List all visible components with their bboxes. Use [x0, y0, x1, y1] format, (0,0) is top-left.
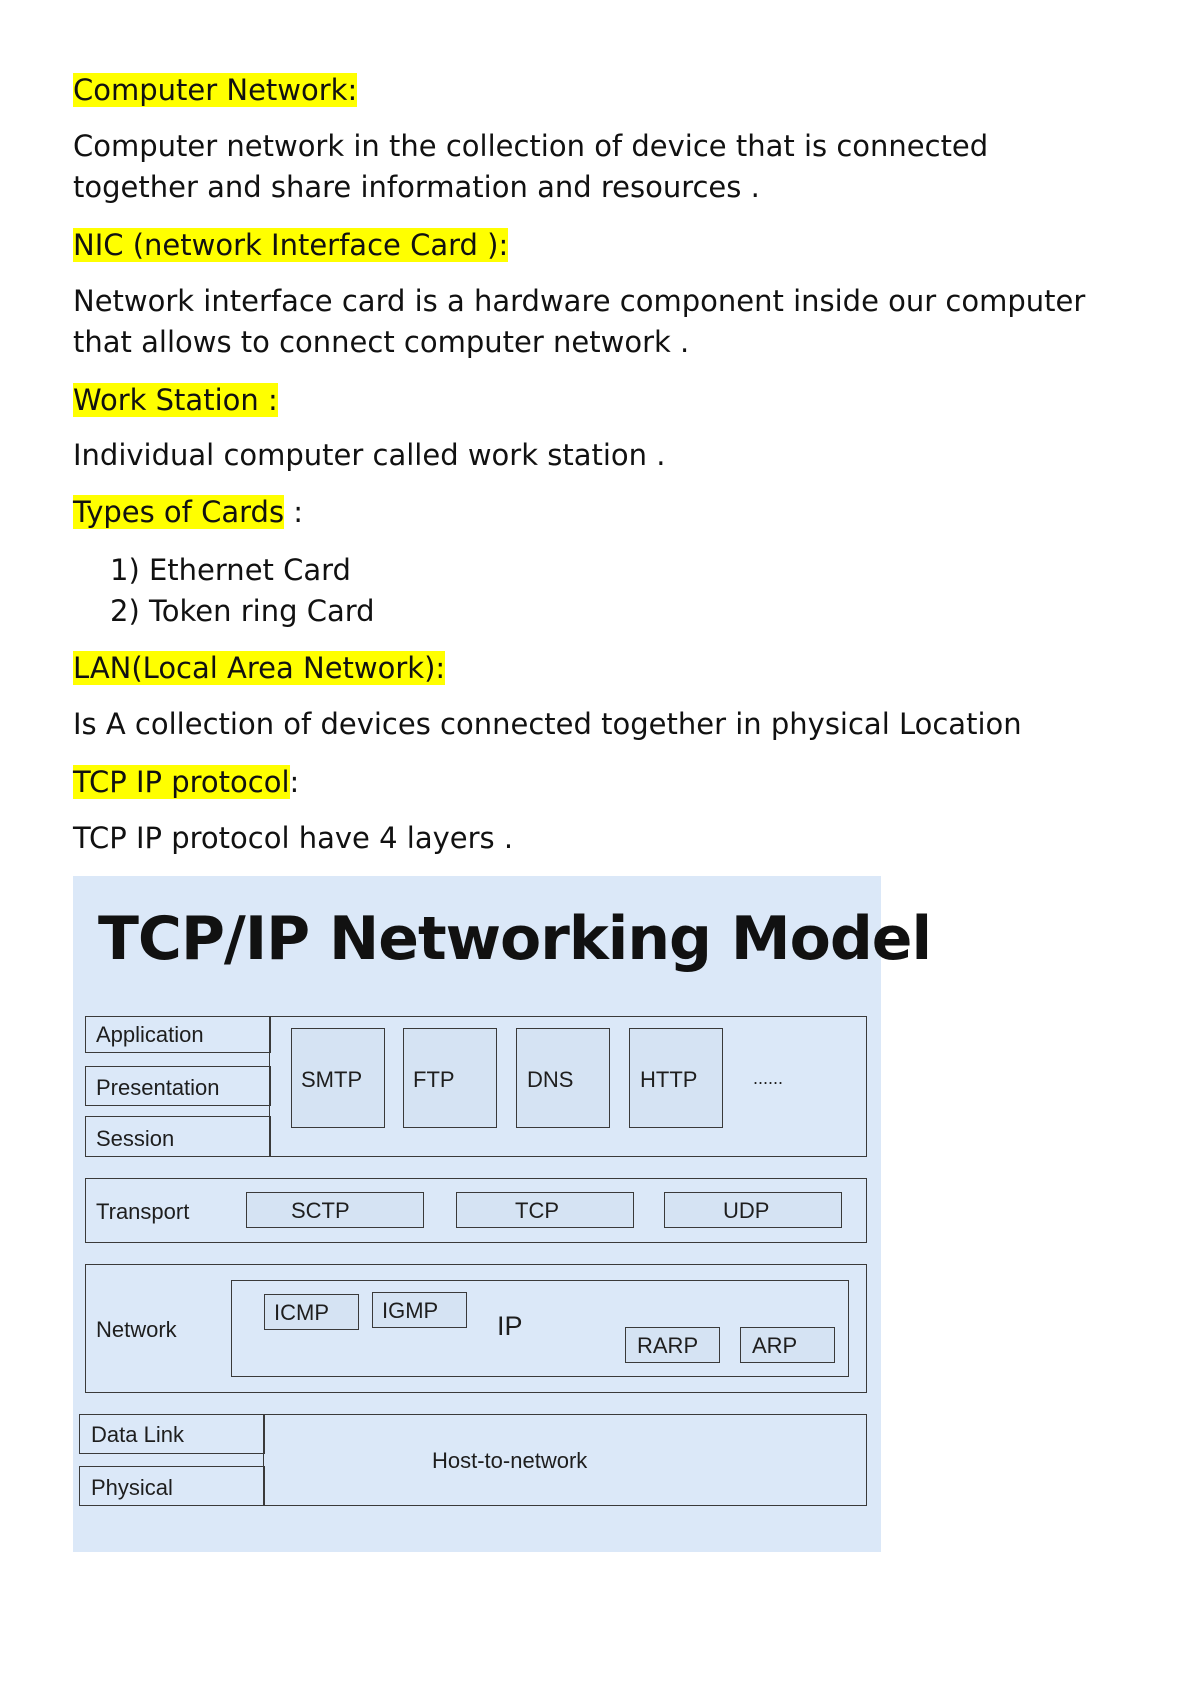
heading-types-of-cards: Types of Cards :: [73, 495, 304, 529]
layer-label: Data Link: [91, 1422, 184, 1447]
heading-computer-network: Computer Network:: [73, 73, 358, 107]
heading-lan: LAN(Local Area Network):: [73, 651, 446, 685]
layer-label: Session: [96, 1126, 175, 1151]
protocol-label: ICMP: [274, 1300, 329, 1325]
protocol-http: [629, 1028, 723, 1128]
protocol-label: IGMP: [382, 1298, 439, 1323]
paragraph-line: Individual computer called work station .: [73, 438, 666, 472]
paragraph-line: Computer network in the collection of device that is connected: [73, 129, 989, 163]
protocol-sctp: [246, 1192, 424, 1228]
protocol-dns: [516, 1028, 610, 1128]
paragraph-line: that allows to connect computer network .: [73, 325, 690, 359]
protocol-label: TCP: [515, 1198, 559, 1223]
diagram-title: TCP/IP Networking Model: [98, 904, 932, 974]
paragraph-line: together and share information and resources .: [73, 170, 760, 204]
protocol-udp: [664, 1192, 842, 1228]
protocol-label: SCTP: [291, 1198, 350, 1223]
heading-work-station: Work Station :: [73, 383, 278, 417]
protocol-label: DNS: [527, 1067, 574, 1092]
protocol-ftp: [403, 1028, 497, 1128]
layer-label: Physical: [91, 1475, 173, 1500]
heading-tcp-ip: TCP IP protocol:: [73, 765, 300, 799]
more-protocols-ellipsis: ......: [753, 1068, 784, 1088]
protocol-label: FTP: [413, 1067, 455, 1092]
layer-session: [85, 1116, 271, 1157]
tcp-ip-model-diagram: [73, 876, 932, 1552]
layer-label: Application: [96, 1022, 204, 1047]
list-item: 1) Ethernet Card: [110, 553, 351, 587]
protocol-smtp: [291, 1028, 385, 1128]
protocol-icmp: [264, 1294, 359, 1330]
protocol-ip: IP: [497, 1311, 523, 1341]
protocol-label: ARP: [752, 1333, 798, 1358]
protocol-tcp: [456, 1192, 634, 1228]
paragraph-line: Is A collection of devices connected together in physical Location: [73, 707, 1022, 741]
layer-application: [85, 1016, 271, 1053]
protocol-rarp: [625, 1327, 720, 1363]
layer-physical: [79, 1466, 265, 1506]
layer-label: Transport: [96, 1199, 190, 1224]
protocol-igmp: [372, 1292, 467, 1328]
layer-label: Network: [96, 1317, 177, 1342]
layer-presentation: [85, 1066, 271, 1106]
protocol-arp: [740, 1327, 835, 1363]
layer-data-link: [79, 1414, 265, 1454]
protocol-label: HTTP: [640, 1067, 698, 1092]
protocol-label: UDP: [723, 1198, 770, 1223]
paragraph-line: Network interface card is a hardware component inside our computer: [73, 284, 1086, 318]
protocol-label: RARP: [637, 1333, 699, 1358]
heading-nic: NIC (network Interface Card ):: [73, 228, 509, 262]
paragraph-line: TCP IP protocol have 4 layers .: [73, 821, 514, 855]
list-item: 2) Token ring Card: [110, 594, 375, 628]
protocol-label: SMTP: [301, 1067, 363, 1092]
layer-label: Presentation: [96, 1075, 220, 1100]
host-to-network-box: [263, 1414, 867, 1506]
host-to-network-label: Host-to-network: [432, 1448, 588, 1473]
